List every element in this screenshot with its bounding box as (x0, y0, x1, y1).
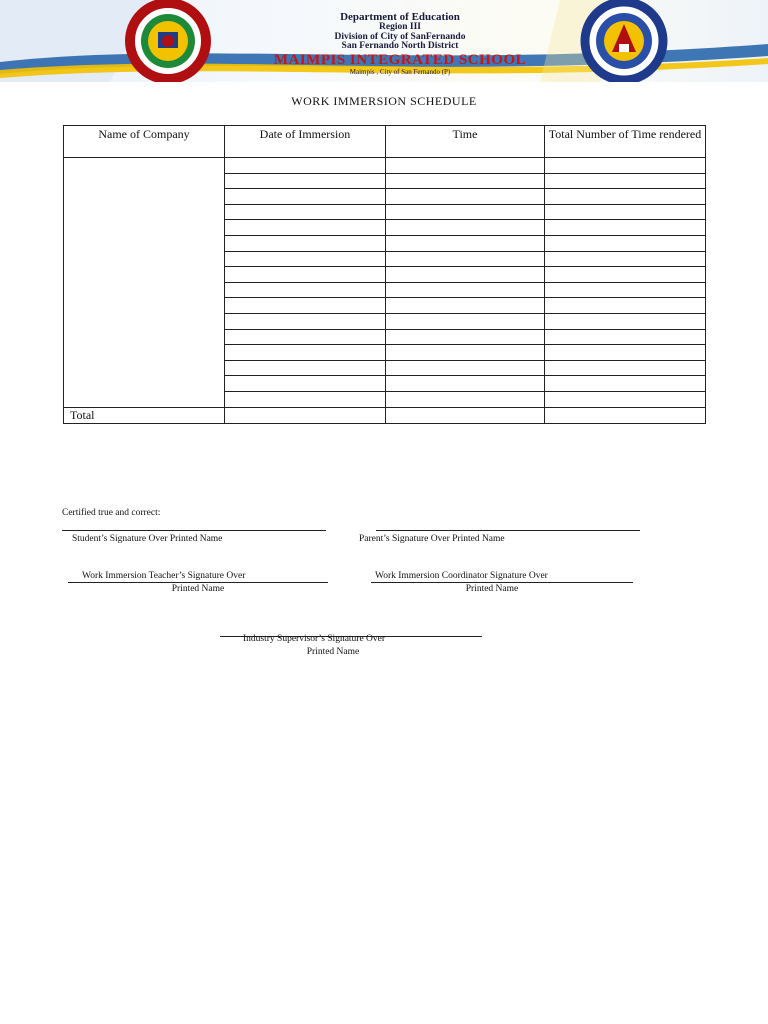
time-cell[interactable] (386, 220, 545, 236)
supervisor-signature-label: Industry Supervisor’s Signature Over (243, 634, 386, 644)
total-time-cell[interactable] (545, 345, 706, 361)
date-cell[interactable] (225, 360, 386, 376)
parent-signature-line (376, 530, 640, 531)
date-cell[interactable] (225, 251, 386, 267)
date-cell[interactable] (225, 267, 386, 283)
total-time-cell[interactable] (545, 376, 706, 392)
table-row (64, 158, 706, 174)
student-signature-label: Student’s Signature Over Printed Name (72, 534, 223, 544)
teacher-signature-label: Work Immersion Teacher’s Signature Over (82, 571, 246, 581)
total-date-cell[interactable] (225, 407, 386, 423)
date-cell[interactable] (225, 376, 386, 392)
student-signature-line (62, 530, 326, 531)
date-cell[interactable] (225, 173, 386, 189)
table-header-row (64, 126, 706, 158)
total-time-cell[interactable] (545, 298, 706, 314)
division-name: Division of City of SanFernando (334, 31, 466, 42)
teacher-signature-sublabel: Printed Name (171, 584, 225, 594)
total-time-cell[interactable] (545, 189, 706, 205)
total-time-cell[interactable] (545, 204, 706, 220)
time-cell[interactable] (386, 329, 545, 345)
time-cell[interactable] (386, 345, 545, 361)
total-time-cell[interactable] (545, 282, 706, 298)
date-cell[interactable] (225, 298, 386, 314)
column-header-total-time: Total Number of Time rendered (545, 126, 706, 158)
total-row (64, 407, 706, 423)
total-time-cell[interactable] (545, 313, 706, 329)
total-time-cell[interactable] (545, 360, 706, 376)
district-name: San Fernando North District (341, 41, 459, 51)
header-banner (0, 0, 768, 82)
total-time-cell[interactable] (545, 220, 706, 236)
coordinator-signature-sublabel: Printed Name (465, 584, 519, 594)
school-address: Maimpis , City of San Fernando (P) (349, 67, 451, 76)
date-cell[interactable] (225, 329, 386, 345)
coordinator-signature-label: Work Immersion Coordinator Signature Over (375, 571, 548, 581)
table-body (64, 158, 706, 424)
teacher-signature-line (68, 582, 328, 583)
time-cell[interactable] (386, 298, 545, 314)
date-cell[interactable] (225, 158, 386, 174)
date-cell[interactable] (225, 345, 386, 361)
time-cell[interactable] (386, 376, 545, 392)
date-cell[interactable] (225, 313, 386, 329)
department-name: Department of Education (340, 11, 460, 23)
date-cell[interactable] (225, 220, 386, 236)
total-label: Total (64, 407, 225, 423)
supervisor-signature-sublabel: Printed Name (306, 647, 360, 657)
company-name-cell[interactable] (64, 158, 225, 408)
date-cell[interactable] (225, 189, 386, 205)
total-time-cell[interactable] (545, 329, 706, 345)
total-time-cell[interactable] (545, 173, 706, 189)
coordinator-signature-line (371, 582, 633, 583)
time-cell[interactable] (386, 158, 545, 174)
time-cell[interactable] (386, 235, 545, 251)
time-cell[interactable] (386, 267, 545, 283)
school-name: MAIMPIS INTEGRATED SCHOOL (273, 51, 527, 68)
parent-signature-label: Parent’s Signature Over Printed Name (359, 534, 505, 544)
total-rendered-cell[interactable] (545, 407, 706, 423)
column-header-date: Date of Immersion (225, 126, 386, 158)
date-cell[interactable] (225, 235, 386, 251)
date-cell[interactable] (225, 282, 386, 298)
schedule-table (63, 125, 706, 424)
column-header-time: Time (386, 126, 545, 158)
total-time-cell[interactable] (545, 235, 706, 251)
time-cell[interactable] (386, 204, 545, 220)
time-cell[interactable] (386, 251, 545, 267)
region-name: Region III (379, 22, 421, 32)
total-time-cell[interactable] (386, 407, 545, 423)
time-cell[interactable] (386, 391, 545, 407)
certified-label: Certified true and correct: (62, 508, 161, 518)
header-text (230, 12, 570, 76)
total-time-cell[interactable] (545, 267, 706, 283)
total-time-cell[interactable] (545, 158, 706, 174)
date-cell[interactable] (225, 204, 386, 220)
column-header-company: Name of Company (64, 126, 225, 158)
document-title: WORK IMMERSION SCHEDULE (291, 94, 477, 108)
time-cell[interactable] (386, 189, 545, 205)
time-cell[interactable] (386, 173, 545, 189)
total-time-cell[interactable] (545, 251, 706, 267)
time-cell[interactable] (386, 360, 545, 376)
total-time-cell[interactable] (545, 391, 706, 407)
time-cell[interactable] (386, 282, 545, 298)
date-cell[interactable] (225, 391, 386, 407)
time-cell[interactable] (386, 313, 545, 329)
